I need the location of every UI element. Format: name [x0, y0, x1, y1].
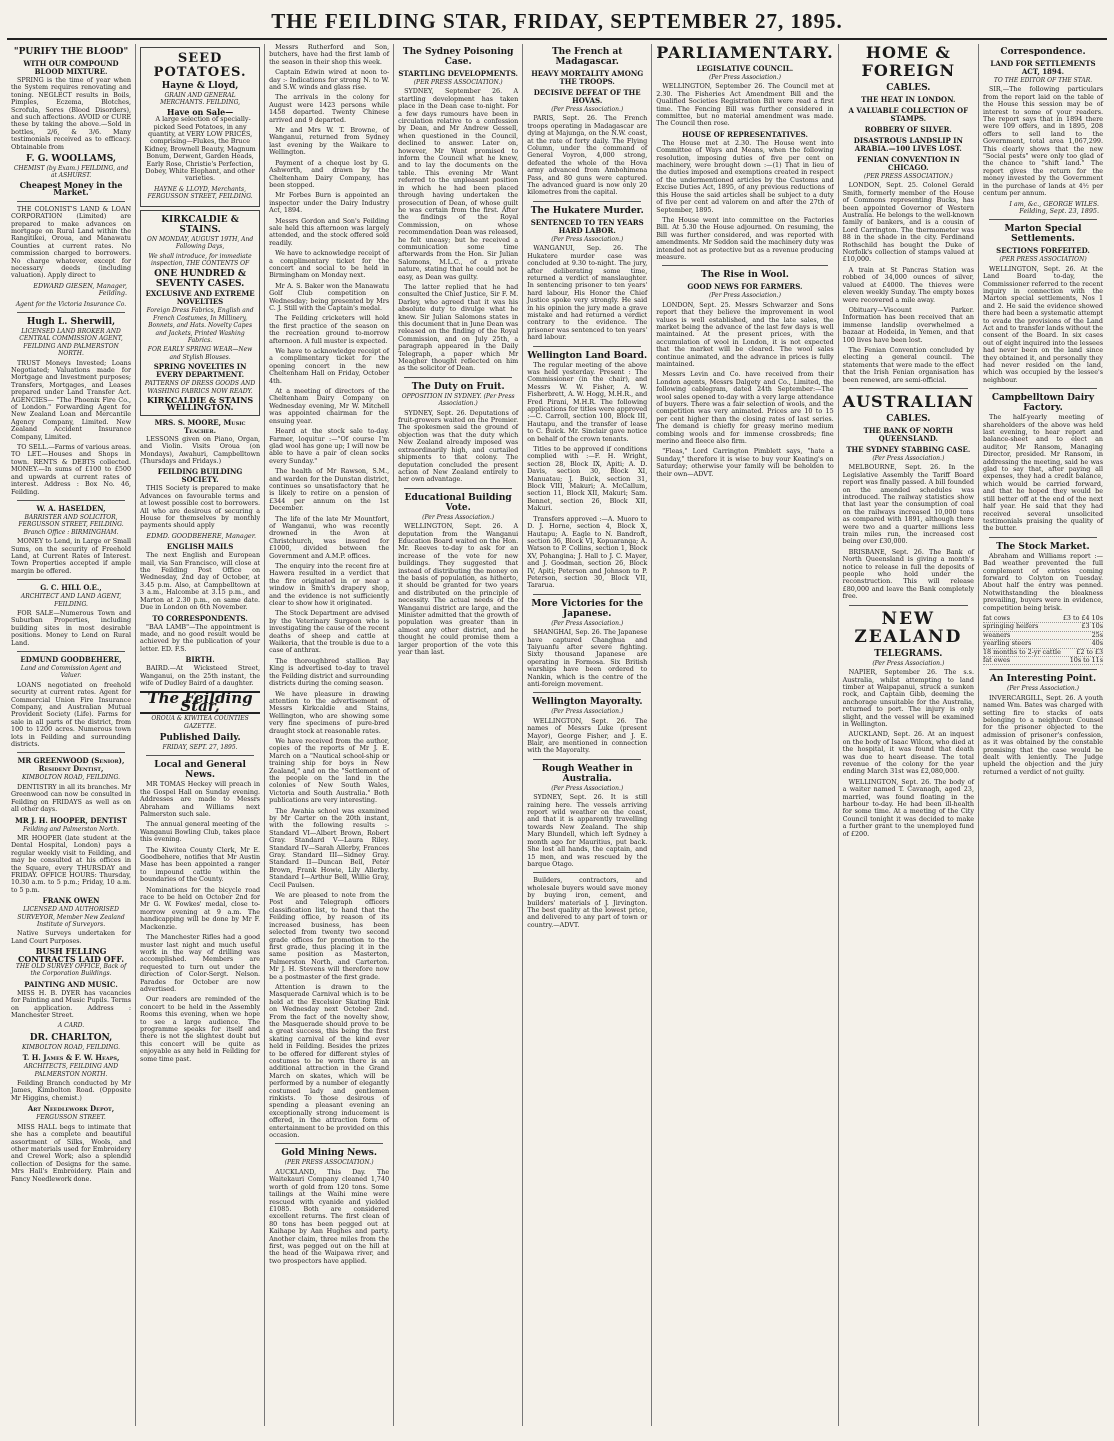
- correspondence-body: SIR,—The following particulars from the report laid on the table of the House this session may be of interest to some of your readers. The report says that in 1894 there were 109 offers, and in 1895, 208 offers to sell land to the Government, total area 1,067,299. This clearly shows that the new "Social pests" were only too glad of the chance to "shift land." The report gives the return for the money invested by the Government in the purchase of lands at 4½ per centum per annum.: [982, 85, 1104, 198]
- forsale-body: FOR SALE—Numerous Town and Suburban Properties, including building sites in most desirable positions. Money to Lend on Rural Land.: [11, 608, 132, 647]
- murder-body: WANGANUI, Sep. 26. The Hukatere murder case was concluded at 9.30 to-night. The jury, after deliberating some time, returned a verdict of manslaughter. In sentencing prisoner to ten years' hard labour, His Honor the Chief Justice spoke very strongly. He said in his opinion the jury made a grave mistake and had returned a verdict contrary to the evidence. The prisoner was sentenced to ten years' hard labour.: [527, 244, 648, 342]
- masthead: THE FEILDING STAR, FRIDAY, SEPTEMBER 27, 1895.: [7, 7, 1107, 40]
- divider: [17, 752, 125, 753]
- kirk-title: KIRKCALDIE & STAINS.: [161, 214, 239, 235]
- colonial-sig: EDWARD GIESEN, Manager, Feilding.: [33, 281, 128, 298]
- local-title: Local and General News.: [154, 760, 246, 781]
- nz-body: NAPIER, September 26. The s.s. Australia, whilst attempting to land timber at Waipapanui, struck a sunken rock, and Captain Gibb, deeming the anchorage unsuitable for the Australia, returned to port. The injury is only slight, and the vessel will be examined in Wellington.: [842, 668, 974, 728]
- list-item: fat cows £3 to £4 10s: [982, 613, 1104, 622]
- stock-price-list: [983, 615, 1103, 665]
- heat-title-3: ROBBERY OF SILVER.: [864, 125, 952, 134]
- column-4: [394, 44, 523, 1426]
- weather-press: (Per Press Association.): [551, 784, 624, 792]
- frank-name: FRANK OWEN: [42, 896, 100, 906]
- moore-body: LESSONS given on Piano, Organ, and Violin. Visits Oroua (on Mondays), Awahuri, Campbelltown (Thursdays and Fridays.): [140, 434, 261, 465]
- goodbehere-body: LOANS negotiated on freehold security at current rates. Agent for Commercial Union Fire Insurance Company, and Australian Mutual Provident Society (Life). Farms for sale in all parts of the district, from 100 to 1200 acres. Numerous town lots in Feilding and surrounding districts.: [11, 680, 132, 749]
- divider: [662, 265, 827, 266]
- hooper-name: MR J. H. HOOPER, DENTIST: [15, 815, 127, 825]
- french-sub: HEAVY MORTALITY AMONG THE TROOPS.: [531, 69, 644, 86]
- column-7: [839, 44, 979, 1426]
- hayne-name: Hayne & Lloyd,: [161, 81, 239, 91]
- heat-title-4: DISASTROUS LANDSLIP IN ARABIA.—100 LIVES LOST.: [853, 136, 963, 153]
- needlework-name: Art Needlework Depot,: [27, 1104, 115, 1114]
- divider: [17, 651, 125, 652]
- corr-body: "BAA LAMB"—The appointment is made, and no good result would be achieved by the publication of your letter. ED. F.S.: [140, 622, 261, 653]
- list-item: weaners 25s: [982, 630, 1104, 639]
- news-item: The arrivals in the colony for August were 1423 persons while 1458 departed. Twenty Chinese arrived and 9 departed.: [269, 93, 390, 124]
- correspondence-title: Correspondence.: [1000, 47, 1086, 57]
- fruit-title: The Duty on Fruit.: [411, 381, 505, 392]
- sherwill-sub: LICENSED LAND BROKER AND CENTRAL COMMISSION AGENT, FEILDING AND PALMERSTON NORTH.: [19, 327, 123, 358]
- mayor-body: WELLINGTON, Sept. 26. The names of Messrs Luke (present Mayor), George Fisher, and J. E. Blair, are mentioned in connection with the Mayoralty.: [527, 716, 648, 755]
- aus-sub-2: THE SYDNEY STABBING CASE.: [846, 444, 971, 454]
- wool-press: (Per Press Association.): [708, 292, 781, 300]
- goodbehere-name: EDMUND GOODBEHERE,: [20, 655, 122, 664]
- point-press: (Per Press Association.): [1007, 685, 1079, 693]
- house-title: HOUSE OF REPRESENTATIVES.: [682, 129, 808, 139]
- nz-press: (Per Press Association.): [872, 659, 945, 667]
- column-2: [136, 44, 265, 1426]
- birth-title: BIRTH.: [185, 655, 215, 665]
- vote-sub: (Per Press Association.): [422, 513, 495, 521]
- chemist-sub: CHEMIST (by Exam.) FEILDING, and at ASHURST.: [13, 165, 129, 180]
- mayor-press: (Per Press Association.): [551, 708, 624, 716]
- parl-body: WELLINGTON, September 26. The Council met at 2.30. The Fisheries Act Amendment Bill and the Qualified Societies Registration Bill were read a first time. The Fencing Bill was further considered in committee, but no material amendment was made. The Council then rose.: [656, 82, 834, 128]
- local-body-6: Our readers are reminded of the concert to be held in the Assembly Rooms this evening, when we hope to see a large audience. The programme speaks for itself and there is not the slightest doubt but this concert will be quite as enjoyable as any held in Feilding for some time past.: [140, 995, 261, 1063]
- house-body: The House met at 2.30. The House went into Committee of Ways and Means, when the following resolution, imposing duties of five per cent on machinery, were brought down :—(1) That in lieu of the duties imposed and exemptions created in respect of the undermentioned articles by the Customs and Excise Duties Act, 1895, of any previous reductions of this House the said articles shall be subject to a duty of five per cent ad valorem on and after the 27th of September, 1895.: [656, 138, 834, 214]
- dairy-title: Campbelltown Dairy Factory.: [991, 393, 1095, 414]
- hooper-sub: Feilding and Palmerston North.: [23, 825, 119, 833]
- murder-press: (Per Press Association.): [551, 235, 624, 243]
- money-body: MONEY to Lend, in Large or Small Sums, on the security of Freehold Land, at Current Rates of Interest. Town Properties accepted if ample margin be offered.: [11, 537, 132, 575]
- poison-press: (PER PRESS ASSOCIATION.): [413, 79, 503, 86]
- fleas-body: "Fleas," Lord Carrington Pimblett says, "hate a Sunday," therefore it is wise to buy your Keating's on Saturday; otherwise your family will be beholden to their own—ADVT.: [656, 447, 834, 478]
- parl-press: (Per Press Association.): [708, 74, 781, 81]
- parliamentary-banner: PARLIAMENTARY.: [656, 43, 834, 62]
- divider: [533, 692, 641, 693]
- new-zealand-banner: NEW ZEALAND: [854, 608, 963, 647]
- hille-name: G. C. HILL O.E.,: [40, 583, 102, 593]
- hayne-ad: [140, 47, 260, 207]
- hooper-body: MR HOOPER (late student at the Dental Hospital, London) pays a regular weekly visit to Feilding, and may be consulted at his offices in the Square, every THURSDAY and FRIDAY. OFFICE HOURS: Thursday, 10.30 a.m. to 5 p.m.; Friday, 10 a.m. to 5 p.m.: [11, 833, 132, 894]
- murder-title: The Hukatere Murder.: [530, 205, 644, 216]
- news-item: Attention is drawn to the Masquerade Carnival which is to be held at the Excelsior Skating Rink on Wednesday next October 2nd. From the fact of the novelty show, the Masquerade should prove to be a great success, this being the first skating carnival of the kind ever held in Feilding. Besides the prizes to be offered for different styles of costumes to be worn there is an additional attraction in the Grand March on skates, which will be performed by a number of elegantly costumed lady and gentlemen rinkists. To those desirous of spending a pleasant evening an exceptionally strong inducement is offered, in the attraction form of entertainment to be provided on this occasion.: [269, 982, 390, 1140]
- news-item: Captain Edwin wired at noon to-day :- Indications for strong N. to W. and S.W. winds and glass rise.: [269, 68, 390, 92]
- japan-press: (Per Press Association.): [551, 619, 624, 627]
- divider: [989, 669, 1097, 670]
- correspondence-sub: LAND FOR SETTLEMENTS ACT, 1894.: [990, 59, 1096, 76]
- moore-name: MRS. S. MOORE, Music Teacher.: [154, 417, 246, 435]
- chemist-name: F. G. WOOLLAMS,: [25, 154, 117, 165]
- columns: [7, 44, 1107, 1426]
- birth-body: BAIRD.—At Wicksteed Street, Wanganui, on the 25th instant, the wife of Dudley Baird of a daughter.: [140, 664, 261, 687]
- divider: [989, 219, 1097, 220]
- correspondence-to: TO THE EDITOR OF THE STAR.: [993, 77, 1093, 84]
- kirk-spring2: SPRING NOVELTIES IN EVERY DEPARTMENT.: [153, 362, 247, 380]
- news-item: Payment of a cheque lost by G. Ashworth, and drawn by the Cheltenham Dairy Company, has been stopped.: [269, 158, 390, 189]
- needlework-sub: FERGUSSON STREET.: [36, 1114, 106, 1122]
- charlton-name: DR. CHARLTON,: [29, 1032, 113, 1043]
- list-item: 18 months to 2-yr cattle £2 to £3: [982, 647, 1104, 656]
- column-1: [7, 44, 136, 1426]
- newspaper-page: [7, 7, 1107, 1427]
- column-6: [652, 44, 838, 1426]
- dyer-body: MISS H. B. DYER has vacancies for Painting and Music Pupils. Terms on application. Address : Manchester Street.: [11, 988, 132, 1020]
- frank-body: Native Surveys undertaken for Land Court Purposes.: [11, 929, 132, 945]
- news-item: The Feilding cricketers will hold the first practice of the season on the recreation ground to-morrow afternoon. A full muster is expected.: [269, 314, 390, 345]
- building-title: FEILDING BUILDING SOCIETY.: [157, 467, 243, 485]
- chemist-tag: Cheapest Money in the Market.: [19, 179, 123, 198]
- point-body: INVERCARGILL, Sept. 26. A youth named Wm. Bates was charged with setting fire to stacks of oats belonging to a neighbour. Counsel for the prisoner objected to the admission of prisoner's confession, as it was obtained by the constable promising that the case would be dealt with leniently. The Judge upheld the objection and the jury returned a verdict of not guilty.: [982, 693, 1104, 776]
- news-item: We have to acknowledge receipt of a complimentary ticket for the concert and social to be held in Birmingham on Monday next.: [269, 249, 390, 280]
- murder-sub: SENTENCED TO TEN YEARS HARD LABOR.: [530, 217, 644, 235]
- list-item: yearling steers 40s: [982, 639, 1104, 648]
- news-item: The Stock Department are advised by the Veterinary Surgeon who is investigating the cause of the recent deaths of sheep and cattle at Waikeria, that the trouble is due to a case of anthrax.: [269, 609, 390, 655]
- aus-press: (Per Press Association.): [872, 454, 945, 462]
- goodbehere-sub: Land and Commission Agent and Valuer.: [20, 665, 122, 680]
- aus-body-2: BRISBANE, Sept. 26. The Bank of North Queensland is giving a month's notice to release in full the deposits of people who hold under the reconstruction. This will release £80,000 and leave the Bank completely free.: [842, 547, 974, 601]
- sherwill-name: Hugh L. Sherwill,: [26, 316, 116, 327]
- hille-sub: ARCHITECT AND LAND AGENT, FEILDING.: [20, 593, 122, 608]
- news-item: We have pleasure in drawing attention to the advertisement of Messrs Kirkcaldie and Stains, Wellington, who are showing some very fine specimens of pure-bred draught stock at reasonable rates.: [269, 689, 390, 735]
- local-body-5: The Manchester Rifles had a good muster last night and much useful work in the way of drilling was accomplished. Members are requested to turn out under the direction of Color-Sergt. Nelson. Parades for October are now advertised.: [140, 933, 261, 993]
- hayne-sub: GRAIN AND GENERAL MERCHANTS. FEILDING,: [160, 92, 241, 107]
- land-body: The regular meeting of the above was held yesterday. Present : The Commissioner (in the chair), and Messrs W. W. Fisher, A. W. Fisherbrett, A. W. Hogg, M.H.R., and Fred Pirani, M.H.R. The following applications for titles were approved :—C. Carroll, section 100, Block III, Hautapu, and the transfer of lease to C. Buick. Mr. Sinclair gave notice on behalf of the crown tenants.: [527, 360, 648, 443]
- mayor-title: Wellington Mayoralty.: [531, 697, 643, 708]
- japan-body: SHANGHAI, Sep. 26. The Japanese have captured Changhua and Taiyuanfu after severe fighting. Sixty thousand Japanese are operating in Formosa. Six British warships have been ordered to Nankin, which is the centre of the anti-foreign movement.: [527, 628, 648, 688]
- local-body-4: Nominations for the bicycle road race to be held on October 2nd for Mr G. W. Fowkes' medal, close to-morrow evening at 9 a.m. The handicapping will be done by Mr F. Mackenzie.: [140, 885, 261, 931]
- land-title: Wellington Land Board.: [527, 350, 648, 361]
- divider: [146, 755, 254, 756]
- colonial-agent: Agent for the Victoria Insurance Co.: [15, 300, 127, 308]
- charlton-sub: KIMBOLTON ROAD, FEILDING.: [22, 1043, 121, 1051]
- poison-body: SYDNEY, September 26. A startling development has taken place in the Dean case to-night. For a few days rumours have been in circulation relative to a confession by Dean, and Mr Andrew Gessell, when questioned in the Council, declined to answer. Later on, however, Mr Want promised to inform the Council what he knew, and to lay the documents on the table. This evening Mr Want referred to the unpleasant position in which he had been placed through having undertaken the prosecution of Dean, of whose guilt he was certain from the first. After the findings of the Royal Commission, on whose recommendation Dean was released, he felt uneasy; but he received a communication some time afterwards from the Hon. Sir Julian Salomons, M.L.C., of a private nature, stating that he could not be easy, as Dean was guilty.: [398, 87, 519, 281]
- kirk-body: We shall introduce, for immediate inspection, THE CONTENTS OF: [148, 252, 252, 267]
- correspondence-sig: I am, &c., GEORGE WILES. Feilding, Sept. 23, 1895.: [1009, 199, 1100, 215]
- divider: [533, 201, 641, 202]
- poison-body-2: The latter replied that he had consulted the Chief Justice, Sir F. M. Darley, who agreed that it was his absolute duty to divulge what he knew. Sir Julian Salomons states in this document that in June Dean was released on the finding of the Royal Commission, and on July 25th, a paragraph appeared in the Daily Telegraph, a paper which Mr Meagher thought reflected on him as the solicitor of Dean.: [398, 282, 519, 373]
- news-item: The Awahia school was examined by Mr Carter on the 20th instant, with the following results :- Standard VI—Albert Brown, Robert Gray. Standard V—Laura Riley. Standard IV—Sarah Allerby, Frances Gray. Standard III—Sidney Gray. Standard II—Duncan Bell, Peter Brown, Frank Howie, Lily Allerby. Standard I—Arthur Bell, Willie Gray, Cecil Paulsen.: [269, 806, 390, 889]
- french-press: (Per Press Association.): [551, 106, 624, 113]
- news-item: The health of Mr Rawson, S.M., and warden for the Dunstan district, continues so unsatisfactory that he is likely to retire on a pension of £344 per annum on the 1st December.: [269, 467, 390, 513]
- list-item: fat ewes 10s to 11s: [982, 656, 1104, 664]
- gold-title: Gold Mining News.: [281, 1148, 377, 1159]
- aus-body: MELBOURNE, Sept. 26. In the Legislative Assembly the Tariff Board report was finally passed. A bill founded on the amended schedules was introduced. The railway statistics show that last year the consumption of coal on the railways increased 10,000 tons as compared with 1891, although there were two and a quarter millions less train miles run, the increased cost being over £30,000.: [842, 463, 974, 546]
- news-item: We have received from the author, copies of the reports of Mr J. E. March on a "Nautical school-ship or training ship for boys in New Zealand," and on the "Settlement of the people on the land in the colonies of New South Wales, Victoria and South Australia." Both publications are very interesting.: [269, 736, 390, 805]
- column-3: [265, 44, 394, 1426]
- list-item: springing heifers £3 10s: [982, 622, 1104, 631]
- divider: [17, 579, 125, 580]
- haselden-name: W. A. HASELDEN,: [36, 503, 106, 513]
- divider: [17, 500, 125, 501]
- building-sig: EDMD. GOODBEHERE, Manager.: [146, 531, 257, 540]
- hayne-lead: Have on Sale—: [166, 106, 234, 117]
- building-body: THIS Society is prepared to make Advances on favourable terms and at lowest possible cost to borrowers. All who are desirous of securing a House for themselves by monthly payments should apply: [140, 484, 261, 530]
- sherwill-body: TRUST Moneys Invested; Loans Negotiated; Valuations made for Mortgage and Investment purposes; Transfers, Mortgages, and Leases prepared under Land Transfer Act. AGENCIES— "The Phoenix Fire Co., of London." Forwarding Agent for New Zealand Loan and Mercantile Agency Company, Limited. New Zealand Accident Insurance Company, Limited.: [11, 358, 132, 441]
- heaps-body: Feilding Branch conducted by Mr James, Kimbolton Road. (Opposite Mr Higgins, chemist.): [11, 1079, 132, 1102]
- news-item: We have to acknowledge receipt of a complimentary ticket for the opening concert in the new Cheltenham Hall on Friday, October 4th.: [269, 347, 390, 385]
- divider: [404, 488, 512, 489]
- kirkcaldie-ad: [140, 210, 260, 416]
- poison-sub: STARTLING DEVELOPMENTS.: [398, 69, 518, 78]
- nz-body-3: WELLINGTON, Sept. 26. The body of a waiter named T. Cavanagh, aged 23, married, was found floating in the harbour to-day. He had been ill-health for some time. At a meeting of the City Council tonight it was decided to make a further grant to the unemployed fund of £200.: [842, 777, 974, 838]
- mails-title: ENGLISH MAILS: [166, 542, 234, 552]
- transfer-body: Transfers approved :—A. Muoro to D. J. Horne, section 4, Block X, Hautapu; A. Eagle to N. Bandroft, section 36, Block VI, Kopuaranga; A. Watson to P. Collins, section 1, Block XV, Pohangina; J. Hall to J. C. Mayer, and J. Goodman, section 26, Block IV, Apiti; Peterson and Johnson to P. Peterson, section 30, Block VII, Tararua.: [527, 514, 648, 590]
- gold-body: AUCKLAND, This Day. The Waitekauri Company cleaned 1,740 worth of gold from 120 tons. Some tailings at the Waihi mine were rescued with cyanide and yielded £1085. Both are considered excellent returns. The first clean of 80 tons has been pegged out at Kaihape by Aan Hughes and party. Another claim, three miles from the first, was pegged out on the hill at the head of the Waipawa river, and two prospectors have applied.: [269, 1167, 390, 1265]
- news-item: At a meeting of directors of the Cheltenham Dairy Company on Wednesday evening, Mr W. Mitchell was appointed chairman for the ensuing year.: [269, 387, 390, 425]
- news-item: Messrs Gordon and Son's Feilding sale held this afternoon was largely attended, and the stock offered sold readily.: [269, 216, 390, 247]
- bush-line: BUSH FELLING CONTRACTS LAID OFF.: [18, 946, 124, 964]
- aus-sub: THE BANK OF NORTH QUEENSLAND.: [863, 425, 954, 443]
- divider: [989, 388, 1097, 389]
- divider: [849, 388, 968, 389]
- star-sub: OROUA & KIWITEA COUNTIES GAZETTE.: [151, 715, 249, 730]
- heat-body-3: Obituary—Viscount Parker. Information has been received that an immense landslip overwhelmed a bazaar at Hodeida, in Yemen, and that 100 lives have been lost.: [842, 305, 974, 344]
- divider: [17, 201, 125, 202]
- heat-title: THE HEAT IN LONDON.: [861, 95, 956, 104]
- nz-sub: TELEGRAMS.: [874, 648, 943, 659]
- seed-title: SEED POTATOES.: [153, 51, 247, 80]
- divider: [533, 346, 641, 347]
- divider: [533, 759, 641, 760]
- purify-title: "PURIFY THE BLOOD": [13, 47, 129, 57]
- card-label: A CARD.: [57, 1022, 85, 1030]
- dentist-sub: KIMBOLTON ROAD, FEILDING.: [22, 774, 121, 782]
- home-foreign-banner: HOME & FOREIGN: [861, 43, 956, 80]
- heat-title-5: FENIAN CONVENTION IN CHICAGO.: [857, 155, 960, 172]
- news-item: Mr A. S. Baker won the Manawatu Golf Club competition on Wednesday; being presented by Mrs C. J. Still with the Captain's medal.: [269, 281, 390, 312]
- kirk-foreign: Foreign Dress Fabrics, English and French Costumes, In Millinery, Bonnets, and Hats. Novelty Capes and Jackets, Printed Washing Fabrics.: [146, 307, 254, 344]
- kirk-lead: ON MONDAY, AUGUST 19TH, And Following Days,: [146, 235, 254, 251]
- local-body-2: The annual general meeting of the Wanganui Bowling Club, takes place this evening.: [140, 820, 261, 844]
- column-5: [523, 44, 652, 1426]
- survey-office: THE OLD SURVEY OFFICE, Back of the Corporation Buildings.: [15, 963, 127, 978]
- local-body-3: The Kiwitea County Clerk, Mr E. Goodbehere, notifies that Mr Austin Mase has been appointed a ranger to impound cattle within the boundaries of the County.: [140, 845, 261, 884]
- weather-body: SYDNEY, Sept. 26. It is still raining here. The vessels arriving report wild weather on the coast, and that it is apparently travelling towards New Zealand. The ship Mary Blundell, which left Sydney a month ago for Mauritius, put back. She lost all hands, the captain, and 15 men, and was rescued by the barque Otago.: [527, 793, 648, 868]
- marton-press: (PER PRESS ASSOCIATION): [999, 256, 1087, 264]
- heat-title-2: A VALUABLE COLLECTION OF STAMPS.: [848, 106, 969, 123]
- builders-body: Builders, contractors, and wholesale buyers would save money by buying iron, cement, and builders' materials of J. Jirvington. The best quality at the lowest price, and delivered to any part of town or country.—ADVT.: [527, 876, 648, 929]
- heat-body-2: A train at St Pancras Station was robbed of 34,000 ounces of silver, valued at £4000. The thieves were eleven weekly Sunday. The empty boxes were recovered a mile away.: [842, 265, 974, 304]
- hayne-foot: HAYNE & LLOYD, Merchants, FERGUSSON STREET, FEILDING.: [147, 185, 253, 201]
- news-item: Heard at the stock sale to-day. Farmer, loquitur :—"Of course I'm glad wool has gone up; I will now be able to have a pair of clean socks every Sunday.": [269, 427, 390, 465]
- dentist-name: MR GREENWOOD (Senior), Resident Dentist,: [17, 756, 125, 774]
- aus-cables: CABLES.: [886, 413, 931, 424]
- heaps-sub: ARCHITECTS, FEILDING AND PALMERSTON NORTH.: [23, 1063, 119, 1078]
- heaps-name: T. H. James & F. W. Heaps,: [22, 1053, 120, 1063]
- weather-title: Rough Weather in Australia.: [541, 763, 633, 784]
- gold-sub: (PER PRESS ASSOCIATION.): [284, 1159, 374, 1167]
- news-item: The enquiry into the recent fire at Hawera resulted in a verdict that the fire originated in or near a window in Smith's drapery shop, and the evidence is not sufficiently clear to show how it originated.: [269, 562, 390, 608]
- marton-body: WELLINGTON, Sept. 26. At the Land Board to-day, the Commissioner referred to the recent inquiry in connection with the Marton special settlements, Nos 1 and 2. He said the evidence showed there had been a systematic attempt to evade the provisions of the Land Act and to transfer lands without the consent of the Board. In six cases out of eight inquired into the lessees had never been on the land since they obtained it, and personally they had never resided on the land, which was occupied by the lessee's neighbour.: [982, 264, 1104, 384]
- vote-body: WELLINGTON, Sept. 26. A deputation from the Wanganui Education Board waited on the Hon. Mr. Reeves to-day to ask for an increase of the vote for new buildings. They suggested that instead of distributing the money on the basis of population, as hitherto, it should be granted for two years and distributed on the principle of necessity. The actual needs of the Wanganui district are large, and the Minister admitted that the growth of population was greater than in almost any other district, and he thought he could promise them a larger proportion of the vote this year than last.: [398, 522, 519, 657]
- kirk-spring: FOR EARLY SPRING WEAR—New and Stylish Blouses.: [147, 346, 253, 361]
- haselden-sub: BARRISTER AND SOLICITOR, FERGUSSON STREET, FEILDING. Branch Office : BIRMINGHAM.: [18, 513, 124, 536]
- kirk-patterns: PATTERNS OF DRESS GOODS AND WASHING FABRICS NOW READY.: [144, 380, 256, 395]
- news-item: Messrs Rutherford and Son, butchers, have had the first lamb of the season in their shop this week.: [269, 43, 390, 66]
- kirk-foot: KIRKCALDIE & STAINS WELLINGTON.: [146, 394, 254, 413]
- painting-title: PAINTING AND MUSIC.: [24, 979, 118, 989]
- sale-body: TO SELL.—Farms of various areas. TO LET.—Houses and Shops in town. RENTS & DEBTS collected. MONEY.—In sums of £100 to £500 and upwards at current rates of interest. Address : Box No. 46, Feilding.: [11, 443, 132, 496]
- heat-press: (PER PRESS ASSOCIATION.): [863, 173, 953, 180]
- marton-sub: SECTIONS FORFEITED.: [996, 246, 1090, 256]
- purify-body: SPRING is the time of year when the System requires renovating and toning. NEGLECT results in Boils, Pimples, Eczema, Blotches, Scrofula, Sores (Blood Disorders), and such affections. AVOID or CURE these by taking the above.—Sold in bottles, 2/6, & 3/6. Many testimonials received as to efficacy. Obtainable from: [11, 76, 132, 151]
- wool-title: The Rise in Wool.: [700, 270, 789, 281]
- poison-title: The Sydney Poisoning Case.: [402, 47, 514, 67]
- home-cables: CABLES.: [886, 83, 931, 93]
- kirk-cases: ONE HUNDRED & SEVENTY CASES.: [154, 269, 246, 290]
- levin-body: Messrs Levin and Co. have received from their London agents, Messrs Dalgety and Co., Limited, the following cablegram, dated 24th September:—The wool sales opened to-day with a very large attendance of buyers. There was a fair selection of wools, and the competition was very animated. Prices are 10 to 15 per cent higher than the closing rates of last series. The demand is chiefly for greasy merino medium combing wools and for immense crossbreds; fine merino and fleece also firm.: [656, 370, 834, 446]
- japan-title: More Victories for the Japanese.: [531, 598, 644, 619]
- stock-body: Abraham and Williams report :—Bad weather prevented the full complement of entries coming forward to Colyton on Tuesday. About half the entry was penned. Notwithstanding the bleakness prevailing, buyers were in evidence, competition being brisk.: [982, 551, 1104, 612]
- news-item: Mr and Mrs W. T. Browne, of Wanganui, returned from Sydney last evening by the Waikare to Wellington.: [269, 126, 390, 157]
- colonial-body: THE COLONIST'S LAND & LOAN CORPORATION (Limited) are prepared to make advances on mortgage on Rural Land within the Rangitikei, Oroua, and Manawatu Counties at current rates. No commission charged to borrowers. No charge whatever, except for necessary deeds (including valuation). Apply direct to: [11, 204, 132, 280]
- parl-sub: LEGISLATIVE COUNCIL.: [696, 64, 794, 73]
- divider: [404, 377, 512, 378]
- column-8: [979, 44, 1107, 1426]
- heat-body: LONDON, Sept. 25. Colonel Gerald Smith, formerly member of the House of Commons representing Bucks, has been appointed Governor of Western Australia. He belongs to the well-known family of bankers, and is a cousin of Lord Carrington. The thermometer was 88 in the shade in the city. Ferdinand Rothschild has bought the Duke of Norfolk's collection of stamps valued at £10,000.: [842, 181, 974, 264]
- published: Published Daily.: [159, 732, 241, 743]
- stock-title: The Stock Market.: [996, 541, 1090, 552]
- land-body-2: Titles to be approved if conditions complied with :—F. H. Wright, section 28, Block IX, Apiti; A. D. Davis, section 30, Block XI, Manuatau; J. Buick, section 31, Block VIII, Makuri; A. McCallum, section 11, Block XII, Makuri; Sam. Bennet, section 26, Block XII, Makuri.: [527, 445, 648, 513]
- wool-sub: GOOD NEWS FOR FARMERS.: [687, 282, 803, 292]
- needlework-body: MISS HALL begs to intimate that she has a complete and beautiful assortment of Silks, Wools, and other materials used for Embroidery and Crewel Work; also a splendid collection of Designs for the same. Mrs Hall's Embroidery. Plain and Fancy Needlework done.: [11, 1122, 132, 1183]
- divider: [989, 537, 1097, 538]
- hayne-body: A large selection of specially-picked Seed Potatoes, in any quantity, at VERY LOW PRICES, comprising—Flukes, the Bruce Kidney, Brownell Beauty, Magnum Bonum, Derwent, Garden Heads, Early Rose, Christie's Perfection, Dobey, White Elephant, and other varieties.: [144, 115, 256, 183]
- divider: [533, 594, 641, 595]
- wool-body: LONDON, Sept. 25. Messrs Schwarzer and Sons report that they believe the improvement in wool values is well established, and the late sales, the market being the advance of the last few days is well maintained. At the present prices, with the accumulation of wool in London, it is not expected that the market will be cleared. The wool sales continue animated, and the advance in prices is fully maintained.: [656, 300, 834, 368]
- french-title: The French at Madagascar.: [551, 47, 623, 67]
- news-item: The life of the late Mr Mountfort, of Wanganui, who was recently drowned in the Avon at Christchurch, was insured for £1000, divided between the Government and A.M.P. offices.: [269, 514, 390, 560]
- star-logo: The Feilding Star,: [140, 691, 260, 714]
- fruit-sub: OPPOSITION IN SYDNEY. (Per Press Association.): [401, 392, 515, 408]
- dairy-body: The half-yearly meeting of shareholders of the above was held last evening, to hear report and balance-sheet and to elect an auditor, Mr Ransom, Managing Director, presided. Mr Ransom, in addressing the meeting, said he was glad to say that, after paying all expenses, they had a credit balance, which would be carried forward, and that he hoped they would be still better off at the end of the next half year. He said that they had received several unsolicited testimonials praising the quality of the butter.: [982, 413, 1104, 533]
- news-item: Mr Forbes Burn is appointed an inspector under the Dairy Industry Act, 1894.: [269, 191, 390, 215]
- divider: [17, 312, 125, 313]
- purify-sub: WITH OUR COMPOUND BLOOD MIXTURE.: [23, 59, 119, 76]
- frank-sub: LICENSED AND AUTHORISED SURVEYOR, Member New Zealand Institute of Surveyors.: [17, 906, 125, 928]
- australian-banner: AUSTRALIAN: [842, 391, 974, 411]
- divider: [849, 605, 968, 606]
- french-sub-2: DECISIVE DEFEAT OF THE HOVAS.: [533, 88, 641, 105]
- divider: [533, 872, 641, 873]
- dentist-body: DENTISTRY in all its branches. Mr Greenwood can now be consulted in Feilding on FRIDAYS as well as on all other days.: [11, 782, 132, 814]
- kirk-novelties: EXCLUSIVE AND EXTREME NOVELTIES: [145, 289, 255, 307]
- french-body: PARIS, Sept. 26. The French troops operating in Madagascar are dying at Majunga, on the N.W. coast, at the rate of forty daily. The Flying Column, under the command of General Voyron, 4,000 strong, defeated the whole of the Hova army advanced from Ambohimena Pass, and 80 guns were captured. The advanced guard is now only 20 kilometres from the capital.: [527, 114, 648, 197]
- point-title: An Interesting Point.: [989, 674, 1097, 685]
- corr-title: TO CORRESPONDENTS.: [152, 613, 248, 623]
- date-line: FRIDAY, SEPT. 27, 1895.: [162, 743, 238, 751]
- nz-body-2: AUCKLAND, Sept. 26. At an inquest on the body of Isaac Wilcox, who died at the hospital, it was found that death was due to heart disease. The total revenue of the colony for the year ending March 31st was £2,080,000.: [842, 730, 974, 776]
- house-body-2: The House went into committee on the Factories Bill. At 5.30 the House adjourned. On resuming, the Bill was further considered, and was reported with amendments. Mr Seddon said the machinery duty was intended not as protective but as a revenue producing measure.: [656, 215, 834, 261]
- mails-body: The next English and European mail, via San Francisco, will close at the Feilding Post Office on Wednesday, 2nd day of October, at 3.45 p.m. Also, at Campbelltown at 3 a.m., Halcombe at 3.15 p.m., and Marton at 2.30 p.m., on same date. Due in London on 6th November.: [140, 551, 261, 612]
- local-body-1: MR TOMAS Heckey will preach in the Gospel Hall on Sunday evening. Addresses are made to Messrs Abraham and Williams next Palmerston such sale.: [140, 780, 261, 818]
- heat-body-4: The Fenian Convention concluded by electing a general council. The statements that were made to the effect that the Irish Fenian organisation has been renewed, are semi-official.: [842, 345, 974, 384]
- divider: [275, 1143, 383, 1144]
- news-item: The thoroughbred stallion Bay King is advertised to-day to travel the Feilding district and surrounding districts during the coming season.: [269, 656, 390, 688]
- fruit-body: SYDNEY, Sept. 26. Deputations of fruit-growers waited on the Premier. The spokesmen said the ground of objection was that the duty which New Zealand already imposed was extraordinarily high, and curtailed shipments to that colony. The deputation concluded the present action of New Zealand entirely to her own advantage.: [398, 408, 519, 484]
- vote-title: Educational Building Vote.: [404, 492, 512, 513]
- news-item: We are pleased to note from the Post and Telegraph officers classification list, to hand that the Feilding office, by reason of its increased business, has been selected from twenty two second grade offices for promotion to the first grade, thus placing it in the same position as Masterton, Palmerston North, and Carterton. Mr J. H. Stevens will therefore now be a postmaster of the first grade.: [269, 891, 390, 981]
- marton-title: Marton Special Settlements.: [1004, 224, 1082, 245]
